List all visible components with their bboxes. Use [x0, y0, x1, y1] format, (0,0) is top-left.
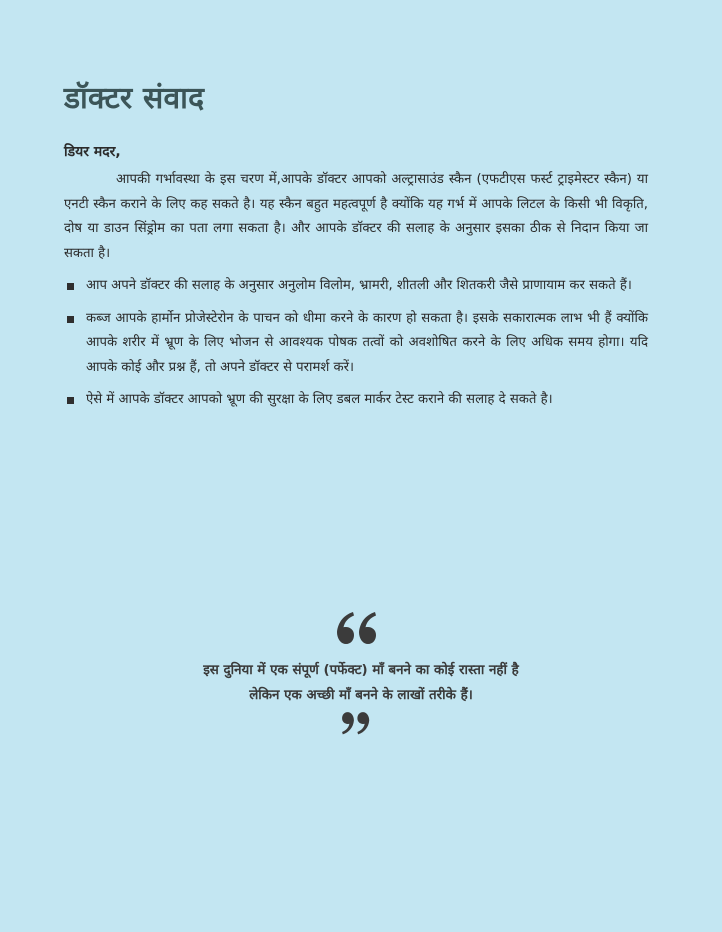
page-title: डॉक्टर संवाद — [64, 81, 205, 116]
square-bullet-icon — [67, 283, 74, 290]
quote-close-icon — [340, 708, 372, 740]
square-bullet-icon — [67, 397, 74, 404]
quote-block — [0, 604, 722, 744]
list-item-text: कब्ज आपके हार्मोन प्रोजेस्टेरोन के पाचन को धीमा करने के कारण हो सकता है। इसके सकारात्मक लाभ भी हैं क्योंकि आपके शरीर में भ्रूण के लिए भोजन से आवश्यक पोषक तत्वों को अवशोषित करने के लिए अधिक समय होगा। यदि आपके कोई और प्रश्न हैं, तो अपने डॉक्टर से परामर्श करें। — [86, 310, 648, 375]
tips-list — [64, 274, 648, 421]
quote-text — [0, 658, 722, 708]
list-item — [64, 388, 648, 413]
quote-line-2: लेकिन एक अच्छी माँ बनने के लाखों तरीके हैं। — [249, 688, 473, 703]
intro-paragraph: आपकी गर्भावस्था के इस चरण में,आपके डॉक्टर आपको अल्ट्रासाउंड स्कैन (एफटीएस फर्स्ट ट्राइमेस्टर स्कैन) या एनटी स्कैन कराने के लिए कह सकते है। यह स्कैन बहुत महत्वपूर्ण है क्योंकि यह गर्भ में आपके लिटल के किसी भी विकृति, दोष या डाउन सिंड्रोम का पता लगा सकता है। और आपके डॉक्टर की सलाह के अनुसार इसका ठीक से निदान किया जा सकता है। — [64, 172, 648, 261]
list-item-text: ऐसे में आपके डॉक्टर आपको भ्रूण की सुरक्षा के लिए डबल मार्कर टेस्ट कराने की सलाह दे सकते है। — [86, 392, 553, 407]
list-item — [64, 274, 648, 299]
list-item — [64, 307, 648, 381]
list-item-text: आप अपने डॉक्टर की सलाह के अनुसार अनुलोम विलोम, भ्रामरी, शीतली और शितकरी जैसे प्राणायाम कर सकते हैं। — [86, 278, 632, 293]
salutation: डियर मदर, — [64, 144, 121, 160]
quote-open-icon — [333, 604, 379, 650]
quote-line-1: इस दुनिया में एक संपूर्ण (पर्फेक्ट) माँ बनने का कोई रास्ता नहीं है — [203, 663, 519, 678]
square-bullet-icon — [67, 316, 74, 323]
